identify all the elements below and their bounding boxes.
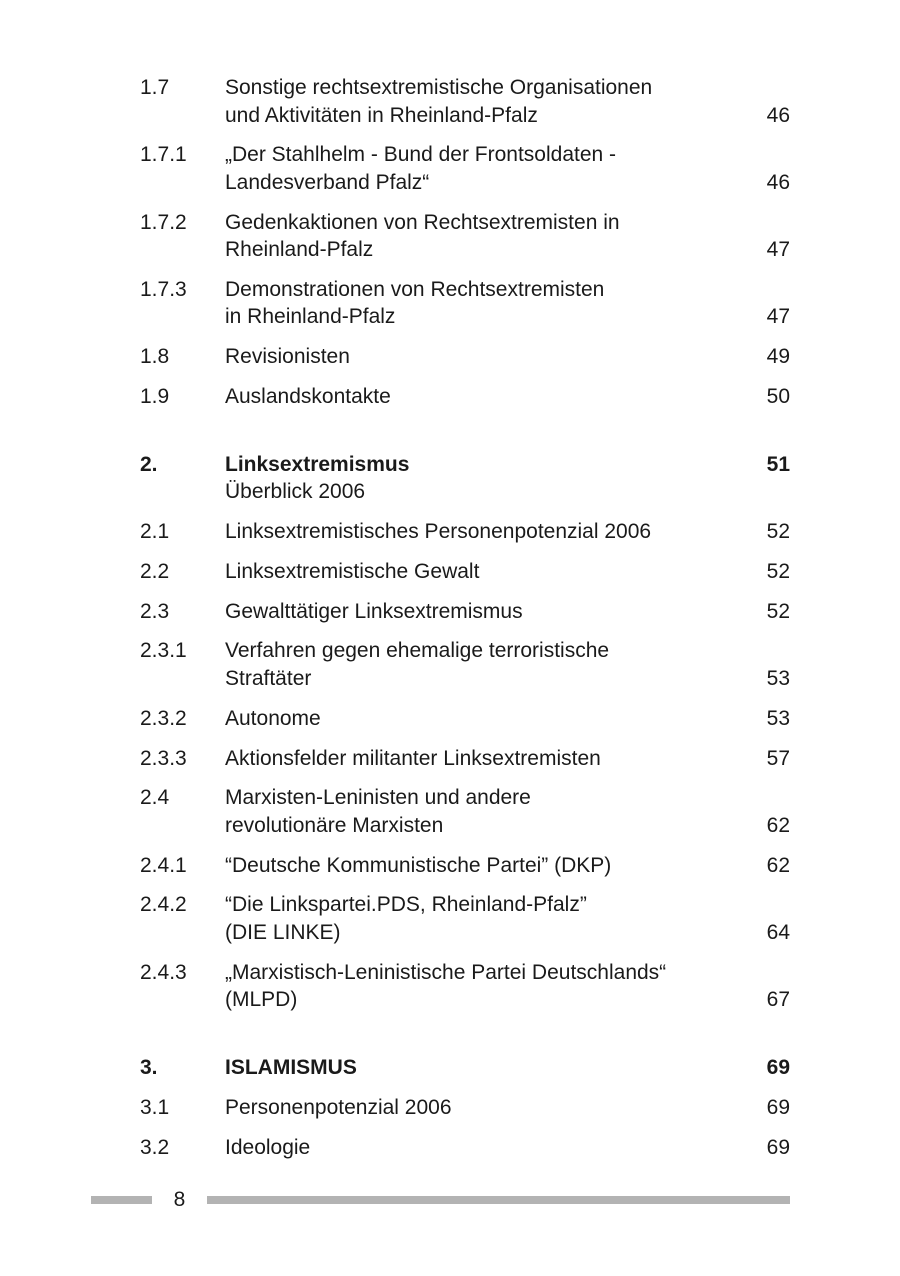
entry-title-line: Linksextremistisches Personenpotenzial 2006 (225, 520, 652, 544)
entry-title-line: “Deutsche Kommunistische Partei” (DKP) (225, 853, 612, 877)
entry-page: 47 (766, 305, 790, 329)
entry-number: 1.7.1 (140, 143, 187, 167)
entry-title-line: Revisionisten (225, 345, 350, 369)
toc-entry (140, 745, 790, 773)
entry-title-line: (MLPD) (225, 988, 298, 1012)
toc-section-1 (140, 74, 790, 423)
entry-number: 2.3.2 (140, 706, 187, 730)
entry-number: 2.4.3 (140, 960, 187, 984)
entry-page: 46 (766, 103, 790, 127)
entry-number: 1.7.3 (140, 277, 187, 301)
entry-title-line: revolutionäre Marxisten (225, 813, 444, 837)
toc-entry (140, 74, 790, 129)
entry-title (225, 705, 720, 733)
entry-title-line: Ideologie (225, 1135, 311, 1159)
entry-title-line: „Der Stahlhelm - Bund der Frontsoldaten - (225, 143, 617, 167)
entry-page: 64 (766, 920, 790, 944)
toc-entry (140, 637, 790, 692)
toc-entry (140, 209, 790, 264)
entry-number: 2.3.3 (140, 746, 187, 770)
entry-number: 2.2 (140, 559, 170, 583)
toc-chapter-heading (140, 1054, 790, 1082)
entry-title-line: Rheinland-Pfalz (225, 238, 374, 262)
entry-number: 2.4.2 (140, 893, 187, 917)
entry-title (225, 518, 720, 546)
entry-title-line: Verfahren gegen ehemalige terroristische (225, 639, 610, 663)
entry-page: 62 (766, 813, 790, 837)
entry-number: 3.1 (140, 1095, 170, 1119)
entry-title-line: Autonome (225, 706, 321, 730)
entry-title (225, 891, 720, 946)
entry-number: 2.1 (140, 520, 170, 544)
toc-entry (140, 959, 790, 1014)
entry-title (225, 343, 720, 371)
chapter-subtitle: Überblick 2006 (225, 480, 366, 504)
entry-title-line: (DIE LINKE) (225, 920, 341, 944)
chapter-page: 69 (766, 1056, 790, 1080)
toc-entry (140, 784, 790, 839)
entry-title-line: “Die Linkspartei.PDS, Rheinland-Pfalz” (225, 893, 587, 917)
entry-title (225, 209, 720, 264)
toc-entry (140, 705, 790, 733)
entry-number: 3.2 (140, 1135, 170, 1159)
entry-number: 2.3.1 (140, 639, 187, 663)
entry-title-line: Personenpotenzial 2006 (225, 1095, 452, 1119)
toc-entry (140, 852, 790, 880)
entry-page: 53 (766, 706, 790, 730)
entry-page: 67 (766, 988, 790, 1012)
toc-entry (140, 1094, 790, 1122)
chapter-title-main: Linksextremismus (225, 452, 410, 476)
entry-page: 46 (766, 170, 790, 194)
entry-page: 49 (766, 345, 790, 369)
toc-entry (140, 598, 790, 626)
entry-title-line: Landesverband Pfalz“ (225, 170, 430, 194)
entry-title-line: Aktionsfelder militanter Linksextremisten (225, 746, 601, 770)
entry-title-line: Gewalttätiger Linksextremismus (225, 599, 523, 623)
entry-title (225, 558, 720, 586)
entry-title-line: Marxisten-Leninisten und andere (225, 786, 531, 810)
page-number: 8 (173, 1188, 186, 1211)
entry-page: 52 (766, 559, 790, 583)
entry-title (225, 637, 720, 692)
entry-title-line: Straftäter (225, 666, 312, 690)
entry-title-line: und Aktivitäten in Rheinland-Pfalz (225, 103, 538, 127)
entry-page: 69 (766, 1135, 790, 1159)
toc-entry (140, 518, 790, 546)
entry-title (225, 1094, 720, 1122)
chapter-title (225, 1054, 720, 1082)
entry-page: 50 (766, 384, 790, 408)
entry-title (225, 598, 720, 626)
entry-title (225, 745, 720, 773)
entry-page: 69 (766, 1095, 790, 1119)
toc-entry (140, 141, 790, 196)
chapter-title (225, 451, 720, 506)
entry-title (225, 74, 720, 129)
toc-section-3 (140, 1026, 790, 1173)
entry-number: 2.3 (140, 599, 170, 623)
entry-number: 1.9 (140, 384, 170, 408)
entry-title (225, 1134, 720, 1162)
entry-number: 2.4.1 (140, 853, 187, 877)
entry-page: 52 (766, 599, 790, 623)
entry-title-line: in Rheinland-Pfalz (225, 305, 396, 329)
entry-page: 53 (766, 666, 790, 690)
toc-entry (140, 276, 790, 331)
chapter-number: 2. (140, 452, 158, 476)
toc-entry (140, 343, 790, 371)
footer-rule-left (91, 1196, 152, 1204)
entry-page: 57 (766, 746, 790, 770)
toc-entry (140, 383, 790, 411)
entry-title-line: Gedenkaktionen von Rechtsextremisten in (225, 210, 620, 234)
footer-rule-right (207, 1196, 790, 1204)
entry-title (225, 276, 720, 331)
toc-entry (140, 891, 790, 946)
entry-title (225, 383, 720, 411)
table-of-contents (140, 74, 790, 1173)
toc-chapter-heading (140, 451, 790, 506)
entry-title-line: „Marxistisch-Leninistische Partei Deutschlands“ (225, 960, 667, 984)
entry-page: 52 (766, 520, 790, 544)
entry-number: 1.7 (140, 76, 170, 99)
entry-title (225, 141, 720, 196)
entry-title-line: Auslandskontakte (225, 384, 391, 408)
chapter-page: 51 (766, 452, 790, 476)
entry-title-line: Linksextremistische Gewalt (225, 559, 480, 583)
entry-title-line: Demonstrationen von Rechtsextremisten (225, 277, 605, 301)
toc-entry (140, 1134, 790, 1162)
entry-page: 47 (766, 238, 790, 262)
entry-title-line: Sonstige rechtsextremistische Organisationen (225, 76, 653, 99)
toc-entry (140, 558, 790, 586)
entry-number: 1.8 (140, 345, 170, 369)
entry-title (225, 852, 720, 880)
entry-page: 62 (766, 853, 790, 877)
entry-title (225, 784, 720, 839)
toc-section-2 (140, 423, 790, 1026)
entry-title (225, 959, 720, 1014)
entry-number: 2.4 (140, 786, 170, 810)
entry-number: 1.7.2 (140, 210, 187, 234)
chapter-number: 3. (140, 1056, 158, 1080)
chapter-title-main: ISLAMISMUS (225, 1056, 357, 1080)
